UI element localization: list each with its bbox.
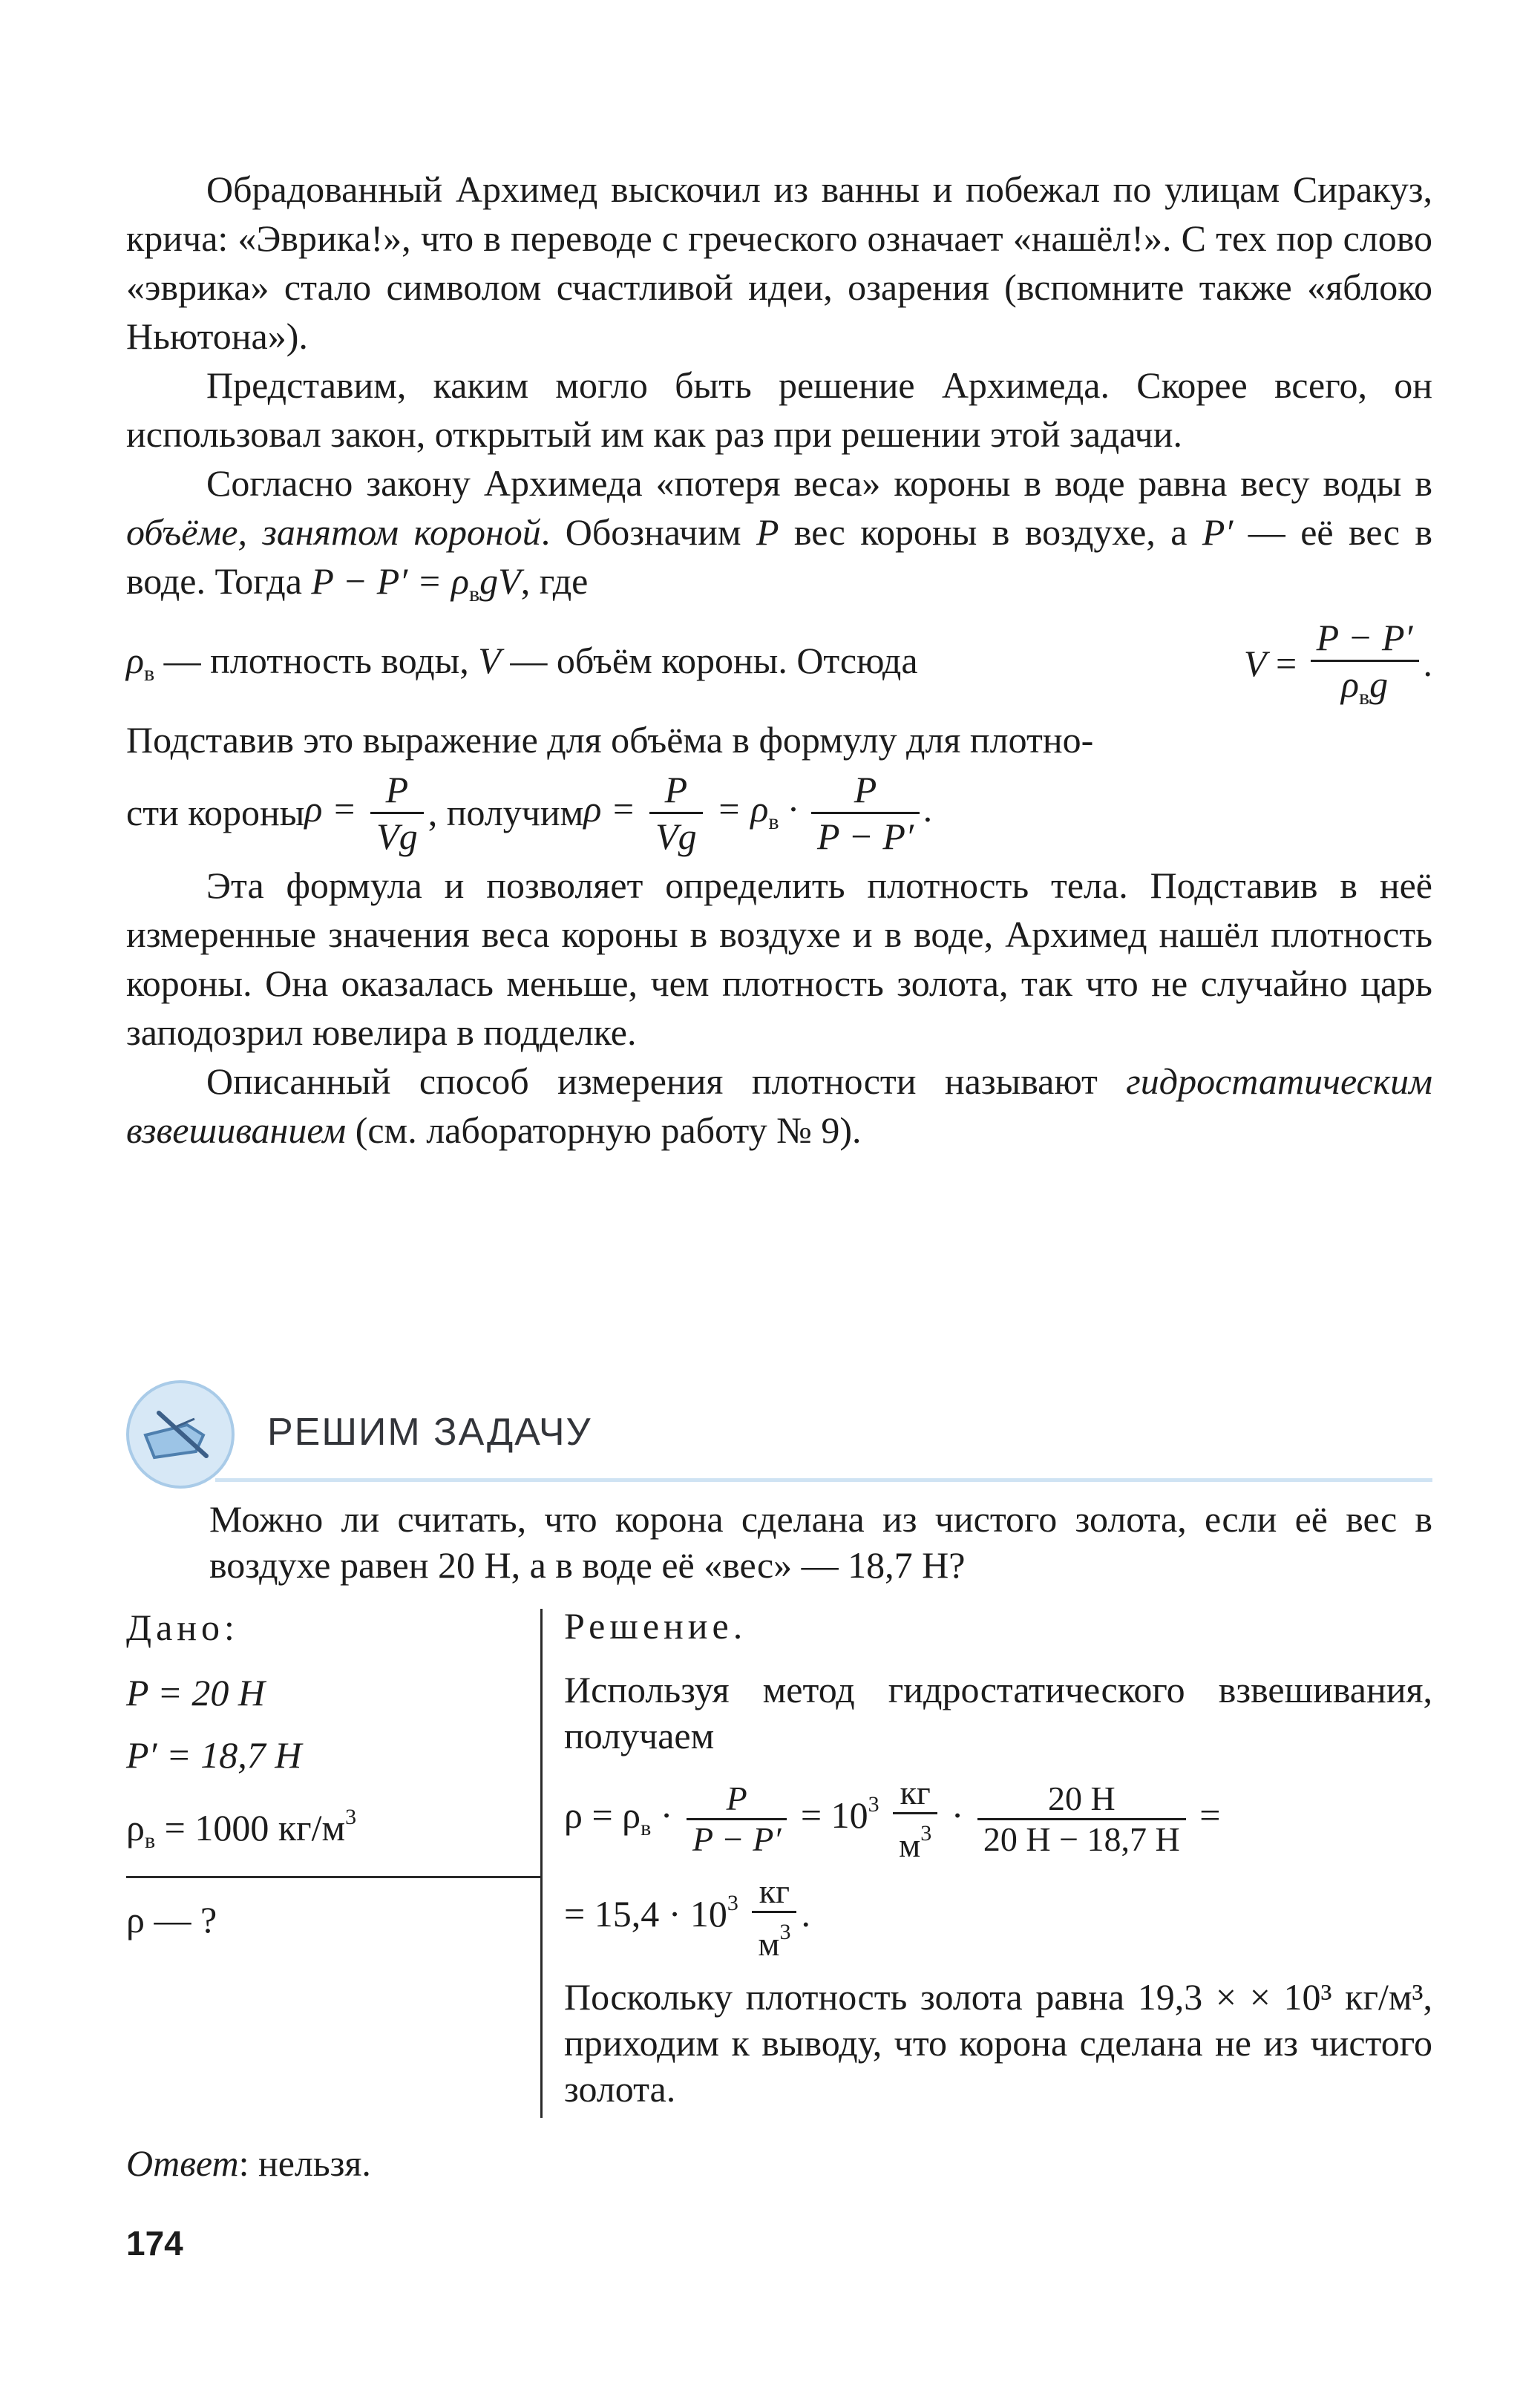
text-span: (см. лабораторную работу № 9).: [346, 1109, 862, 1151]
text-span: Согласно закону Архимеда «потеря веса» короны в воде равна весу воды в: [206, 462, 1432, 504]
given-heading: Дано:: [126, 1607, 239, 1648]
formula-line-volume: [126, 616, 1432, 715]
volume-text: $\rho_в$ — плотность воды, V — объём короны. Отсюда: [126, 640, 918, 686]
paragraph-eureka: Обрадованный Архимед выскочил из ванны и побежал по улицам Сиракуз, крича: «Эврика!», что в переводе с греческого означает «нашёл!». С тех пор слово «эврика» стало символом счастливой идеи, озарения (вспомните также «яблоко Ньютона»).: [126, 168, 1432, 357]
solution-intro: Используя метод гидростатического взвешивания, получаем: [564, 1669, 1432, 1756]
unknown-item: ρ — ?: [126, 1899, 217, 1940]
given-item: P′ = 18,7 Н: [126, 1734, 302, 1776]
main-text: [126, 165, 1432, 1155]
answer-text: : нельзя.: [238, 2142, 371, 2184]
symbol-p-prime: P′: [1202, 511, 1234, 553]
solution-heading: Решение.: [564, 1605, 747, 1647]
text-span: Описанный способ измерения плотности называют: [206, 1060, 1127, 1102]
answer-line: [126, 2142, 371, 2185]
italic-term: объёме, занятом короной: [126, 511, 541, 553]
given-block: [126, 1603, 542, 1944]
formula-density: ρ = $\frac{P}{Vg}$: [304, 767, 428, 859]
fraction-numerator: 20 Н: [977, 1779, 1186, 1820]
fraction-denominator: 20 Н − 18,7 Н: [983, 1820, 1180, 1858]
pen-in-hand-icon: [126, 1380, 235, 1489]
text-span: , где: [520, 560, 589, 602]
problem-statement: Можно ли считать, что корона сделана из чистого золота, если её вес в воздухе равен 20 Н, а в воде её «вес» — 18,7 Н?: [209, 1498, 1432, 1586]
formula-density-result: ρ = $\frac{P}{Vg}$ = $\rho_в$ · $\frac{P}{P - P'}$ .: [583, 768, 934, 857]
text-span: — её вес в воде. Тогда: [126, 511, 1432, 602]
result-value: = 15,4 · 10: [564, 1892, 727, 1935]
section-title: РЕШИМ ЗАДАЧУ: [267, 1411, 592, 1454]
paragraph-hydrostatic: [126, 1057, 1432, 1155]
solution-block: [564, 1603, 1432, 2112]
solution-result: = $15,4 \cdot 10^3$ $\frac{кг}{м^3}$ .: [564, 1872, 810, 1963]
text-span: , получим: [428, 792, 584, 833]
text-span: вес короны в воздухе, а: [779, 511, 1202, 553]
paragraph-archimedes-solution: Представим, каким могло быть решение Архимеда. Скорее всего, он использовал закон, открытый им как раз при решении этой задачи.: [126, 364, 1432, 455]
paragraph-substitution: Подставив это выражение для объёма в формулу для плотно-: [126, 719, 1094, 761]
page-number: 174: [126, 2224, 183, 2263]
formula-volume: V = $\frac{P - P'}{\rho_вg}$ .: [1243, 616, 1432, 709]
formula-weight-loss: $P - P' = \rho_вgV$: [311, 560, 521, 606]
section-header: [126, 1380, 1432, 1484]
paragraph-archimedes-law: [126, 459, 1432, 619]
symbol-p: P: [756, 511, 779, 553]
given-item: P = 20 Н: [126, 1672, 265, 1713]
vertical-divider: [540, 1609, 543, 2118]
paragraph-formula-usage: Эта формула и позволяет определить плотность тела. Подставив в неё измеренные значения веса короны в воздухе и в воде, Архимед нашёл плотность короны. Она оказалась меньше, чем плотность золота, так что не случайно царь заподозрил ювелира в подделке.: [126, 865, 1432, 1053]
horizontal-divider: [126, 1876, 542, 1878]
solution-formula: $\rho = \rho_в$ · $\frac{P}{P - P'}$ = $10^3$ $\frac{кг}{м^3}$ · $\frac{20 Н}{20 Н - 18,7 Н}$ =: [564, 1774, 1221, 1864]
text-span: сти короны: [126, 792, 305, 833]
italic-term: гидростатическим взвешиванием: [126, 1060, 1432, 1151]
formula-line-density: [126, 764, 1432, 861]
given-item: $\rho_в = 1000$ $кг/м^3$: [126, 1805, 357, 1853]
solution-conclusion: Поскольку плотность золота равна 19,3 × × 10³ кг/м³, приходим к выводу, что корона сделана не из чистого золота.: [564, 1976, 1432, 2110]
answer-label: Ответ: [126, 2142, 239, 2184]
section-divider: [215, 1478, 1432, 1482]
text-span: . Обозначим: [540, 511, 756, 553]
